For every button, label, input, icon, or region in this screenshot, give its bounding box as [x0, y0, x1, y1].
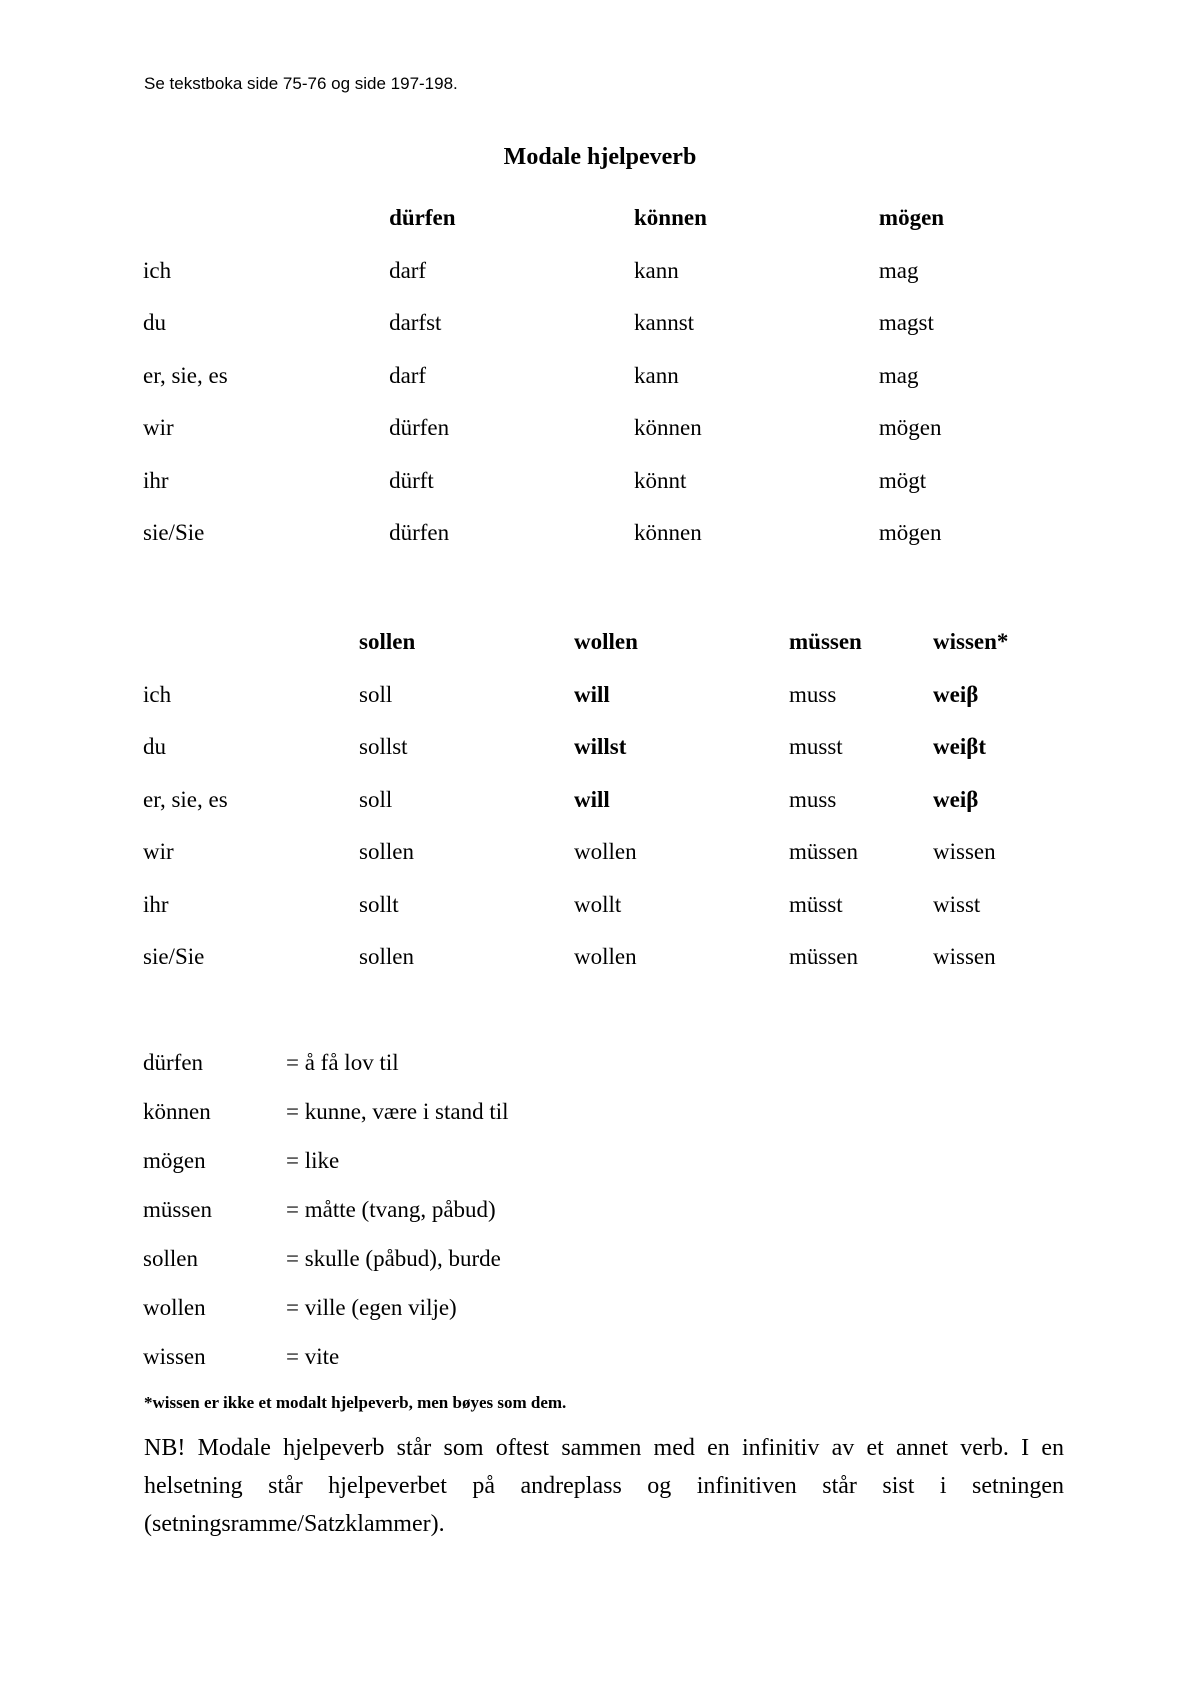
- verb-form-cell: sollen: [359, 944, 414, 970]
- table-row: [143, 350, 1043, 403]
- verb-form-cell: wissen: [933, 944, 996, 970]
- glossary-row: [143, 1136, 509, 1185]
- header-cell: dürfen: [389, 205, 456, 231]
- glossary-row: [143, 1234, 509, 1283]
- conjugation-table-2: [143, 616, 1043, 984]
- nb-paragraph: NB! Modale hjelpeverb står som oftest sammen med en infinitiv av et annet verb. I en helsetning står hjelpeverbet på andreplass og infinitiven står sist i setningen (setningsramme/Satzklammer).: [144, 1435, 1064, 1537]
- pronoun-cell: du: [143, 310, 166, 336]
- glossary-verb: wissen: [143, 1343, 206, 1369]
- verb-form-cell: willst: [574, 734, 627, 760]
- glossary-meaning: = å få lov til: [286, 1049, 399, 1075]
- verb-form-cell: musst: [789, 734, 843, 760]
- verb-form-cell: weiβ: [933, 786, 979, 812]
- verb-form-cell: mag: [878, 257, 919, 283]
- glossary-row: [143, 1087, 509, 1136]
- table-row: [143, 455, 1043, 508]
- header-cell: wissen*: [933, 629, 1009, 655]
- header-cell: sollen: [359, 629, 416, 655]
- glossary-verb: sollen: [143, 1245, 198, 1271]
- verb-form-cell: darfst: [389, 310, 442, 336]
- table-row: [143, 245, 1043, 298]
- glossary-row: [143, 1283, 509, 1332]
- glossary-meaning: = like: [286, 1147, 340, 1173]
- pronoun-cell: sie/Sie: [143, 944, 205, 970]
- verb-form-cell: kannst: [633, 310, 695, 336]
- glossary-verb: können: [143, 1098, 211, 1124]
- verb-form-cell: können: [633, 520, 702, 546]
- verb-form-cell: soll: [359, 786, 393, 812]
- glossary-verb: mögen: [143, 1147, 206, 1173]
- verb-form-cell: dürfen: [389, 520, 450, 546]
- header-cell: wollen: [574, 629, 638, 655]
- verb-form-cell: mögen: [878, 415, 942, 441]
- verb-form-cell: dürfen: [389, 415, 450, 441]
- verb-form-cell: muss: [789, 786, 837, 812]
- verb-form-cell: weiβ: [933, 681, 979, 707]
- verb-form-cell: könnt: [633, 467, 687, 493]
- verb-form-cell: sollt: [359, 891, 399, 917]
- verb-form-cell: will: [574, 786, 610, 812]
- verb-form-cell: sollst: [359, 734, 408, 760]
- table-row: [143, 402, 1043, 455]
- pronoun-cell: ihr: [143, 891, 169, 917]
- glossary-meaning: = kunne, være i stand til: [286, 1098, 509, 1124]
- verb-form-cell: muss: [789, 681, 837, 707]
- verb-form-cell: müssen: [789, 839, 858, 865]
- table-row: [143, 879, 1043, 932]
- table-header-row: [143, 192, 1043, 245]
- verb-form-cell: wisst: [933, 891, 981, 917]
- table-row: [143, 297, 1043, 350]
- verb-form-cell: will: [574, 681, 610, 707]
- verb-form-cell: wollen: [574, 839, 637, 865]
- header-cell: mögen: [878, 205, 945, 231]
- glossary-verb: müssen: [143, 1196, 212, 1222]
- verb-form-cell: wollen: [574, 944, 637, 970]
- table-row: [143, 507, 1043, 560]
- glossary-verb: dürfen: [143, 1049, 204, 1075]
- table-row: [143, 774, 1043, 827]
- header-cell: müssen: [789, 629, 862, 655]
- glossary-verb: wollen: [143, 1294, 206, 1320]
- verb-form-cell: mag: [878, 362, 919, 388]
- verb-form-cell: können: [633, 415, 702, 441]
- verb-form-cell: darf: [389, 362, 427, 388]
- glossary-row: [143, 1185, 509, 1234]
- pronoun-cell: er, sie, es: [143, 786, 228, 812]
- pronoun-cell: wir: [143, 415, 174, 441]
- glossary-row: [143, 1332, 509, 1381]
- table-header-row: [143, 616, 1043, 669]
- verb-form-cell: wissen: [933, 839, 996, 865]
- verb-form-cell: kann: [633, 362, 679, 388]
- verb-form-cell: müssen: [789, 944, 858, 970]
- glossary-meaning: = måtte (tvang, påbud): [286, 1196, 496, 1222]
- conjugation-table-1: [143, 192, 1043, 560]
- glossary-meaning: = skulle (påbud), burde: [286, 1245, 501, 1271]
- verb-form-cell: dürft: [389, 467, 434, 493]
- table-row: [143, 721, 1043, 774]
- verb-form-cell: müsst: [789, 891, 843, 917]
- pronoun-cell: wir: [143, 839, 174, 865]
- glossary-row: [143, 1038, 509, 1087]
- glossary-table: [143, 1038, 509, 1381]
- verb-form-cell: weiβt: [933, 734, 986, 760]
- header-cell: können: [633, 205, 707, 231]
- verb-form-cell: mögt: [878, 467, 927, 493]
- verb-form-cell: mögen: [878, 520, 942, 546]
- verb-form-cell: magst: [878, 310, 934, 336]
- pronoun-cell: ich: [143, 681, 172, 707]
- table-row: [143, 931, 1043, 984]
- header-blank: [143, 616, 359, 669]
- footnote: *wissen er ikke et modalt hjelpeverb, men bøyes som dem.: [144, 1393, 567, 1412]
- verb-form-cell: soll: [359, 681, 393, 707]
- glossary-meaning: = ville (egen vilje): [286, 1294, 457, 1320]
- textbook-reference: Se tekstboka side 75-76 og side 197-198.: [144, 74, 458, 93]
- pronoun-cell: ich: [143, 257, 172, 283]
- table-row: [143, 669, 1043, 722]
- glossary-meaning: = vite: [286, 1343, 340, 1369]
- page-title: Modale hjelpeverb: [503, 144, 697, 170]
- verb-form-cell: kann: [633, 257, 679, 283]
- pronoun-cell: du: [143, 734, 166, 760]
- verb-form-cell: sollen: [359, 839, 414, 865]
- pronoun-cell: ihr: [143, 467, 169, 493]
- verb-form-cell: wollt: [574, 891, 622, 917]
- verb-form-cell: darf: [389, 257, 427, 283]
- pronoun-cell: er, sie, es: [143, 362, 228, 388]
- header-blank: [143, 192, 389, 245]
- table-row: [143, 826, 1043, 879]
- pronoun-cell: sie/Sie: [143, 520, 205, 546]
